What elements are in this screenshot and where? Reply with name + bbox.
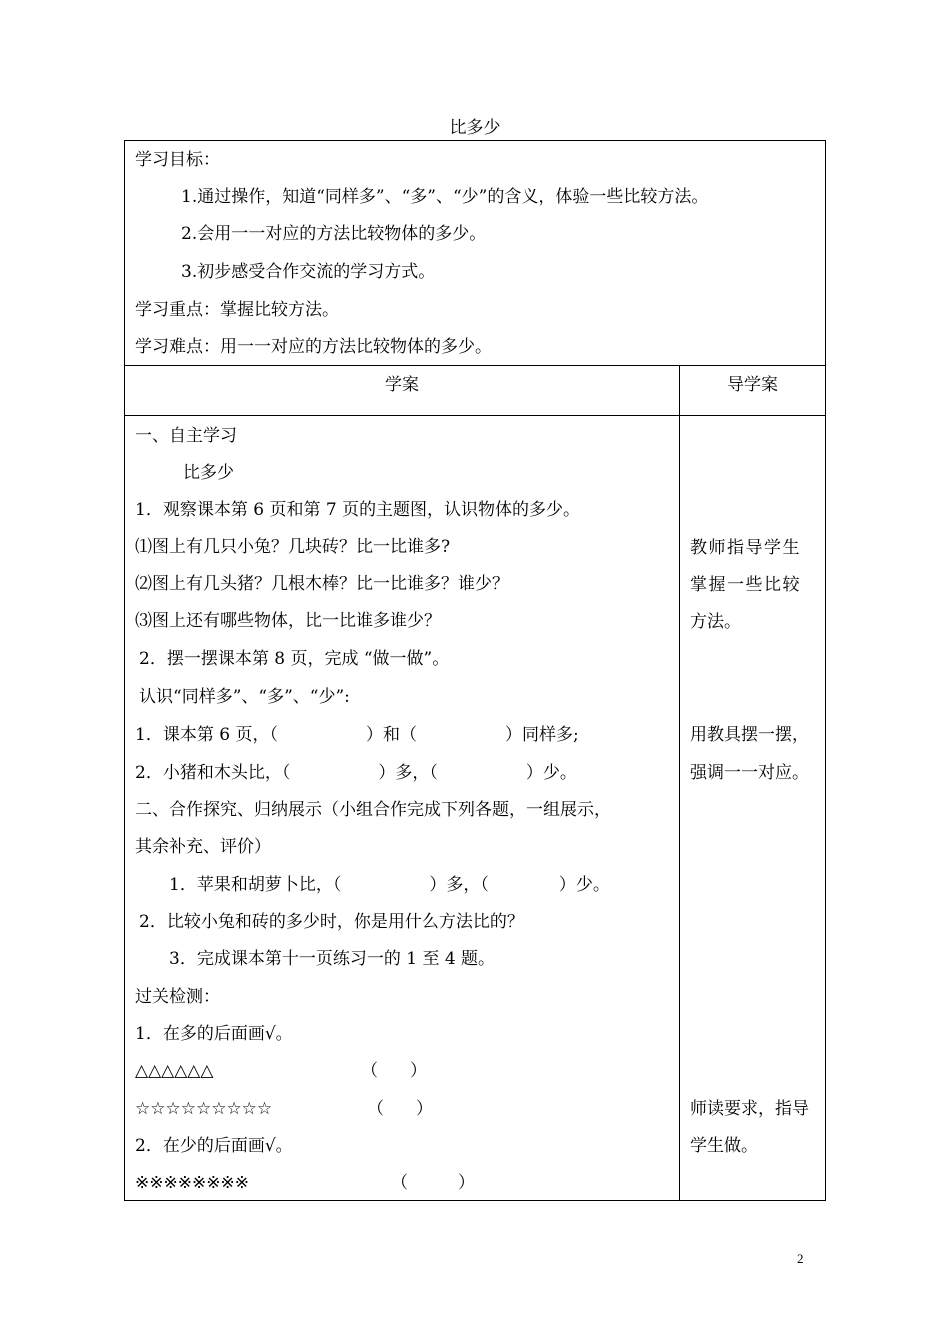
mark-row: ※※※※※※※※: [135, 1173, 249, 1193]
document-title: 比多少: [449, 118, 501, 138]
column-header-study: 学案: [385, 375, 419, 395]
fill-blank-question: [135, 762, 577, 784]
answer-parentheses: [361, 1060, 427, 1082]
check-question: 2．在少的后面画√。: [135, 1136, 293, 1156]
question: 1．观察课本第 6 页和第 7 页的主题图，认识物体的多少。: [135, 500, 581, 520]
guide-note: 用教具摆一摆，: [690, 725, 809, 745]
text-segment: ）多，（: [378, 763, 438, 783]
section-heading-cont: 其余补充、评价）: [135, 837, 271, 857]
objectives-heading: 学习目标：: [135, 150, 220, 170]
question: 2．摆一摆课本第 8 页，完成 “做一做”。: [139, 649, 450, 669]
paren-open: （: [361, 1061, 378, 1081]
text-segment: ）和（: [365, 725, 417, 745]
text-segment: 2．小猪和木头比，（: [135, 763, 291, 783]
column-header-guide: 导学案: [727, 375, 778, 395]
text-segment: ）多，（: [429, 875, 489, 895]
question: 3．完成课本第十一页练习一的 1 至 4 题。: [169, 949, 496, 969]
question: ⑴图上有几只小兔？几块砖？比一比谁多?: [135, 537, 451, 557]
paren-close: ）: [416, 1099, 433, 1119]
question: ⑶图上还有哪些物体，比一比谁多谁少？: [135, 611, 441, 631]
page-number: 2: [797, 1251, 804, 1266]
recognize-heading: 认识“同样多”、“多”、“少”:: [139, 687, 350, 707]
guide-note: 方法。: [690, 612, 741, 632]
text-segment: ）少。: [525, 763, 577, 783]
objective-item: 3.初步感受合作交流的学习方式。: [181, 262, 436, 282]
guide-note: 师读要求，指导: [690, 1099, 809, 1119]
paren-close: ）: [458, 1173, 475, 1193]
text-segment: 1．苹果和胡萝卜比，（: [169, 875, 342, 895]
answer-parentheses: [367, 1098, 433, 1120]
section-heading: 二、合作探究、归纳展示（小组合作完成下列各题，一组展示，: [135, 800, 611, 820]
lesson-table: [124, 140, 826, 1201]
star-row: ☆☆☆☆☆☆☆☆☆: [135, 1099, 273, 1119]
table-divider: [125, 365, 825, 366]
text-segment: 1．课本第 6 页，（: [135, 725, 278, 745]
column-divider: [679, 365, 680, 1200]
paren-close: ）: [410, 1061, 427, 1081]
question: ⑵图上有几头猪？几根木棒？比一比谁多？谁少？: [135, 574, 509, 594]
objective-item: 1.通过操作，知道“同样多”、“多”、“少”的含义，体验一些比较方法。: [181, 187, 709, 207]
guide-note: 教师指导学生: [690, 538, 801, 558]
triangle-row: △△△△△△: [135, 1061, 214, 1081]
difficulty: 学习难点：用一一对应的方法比较物体的多少。: [135, 337, 492, 357]
check-question: 1．在多的后面画√。: [135, 1024, 293, 1044]
text-segment: ）同样多;: [504, 725, 579, 745]
subtitle: 比多少: [183, 463, 234, 483]
guide-note: 强调一一对应。: [690, 763, 809, 783]
paren-open: （: [367, 1099, 384, 1119]
table-divider: [125, 415, 825, 416]
paren-open: （: [391, 1173, 408, 1193]
answer-parentheses: [391, 1172, 475, 1194]
question: 2．比较小兔和砖的多少时，你是用什么方法比的？: [139, 912, 524, 932]
objective-item: 2.会用一一对应的方法比较物体的多少。: [181, 224, 487, 244]
fill-blank-question: [135, 724, 579, 746]
text-segment: ）少。: [558, 875, 610, 895]
check-heading: 过关检测：: [135, 987, 220, 1007]
fill-blank-question: [169, 874, 610, 896]
guide-note: 掌握一些比较: [690, 575, 801, 595]
guide-note: 学生做。: [690, 1136, 758, 1156]
section-heading: 一、自主学习: [135, 426, 237, 446]
key-point: 学习重点：掌握比较方法。: [135, 300, 339, 320]
